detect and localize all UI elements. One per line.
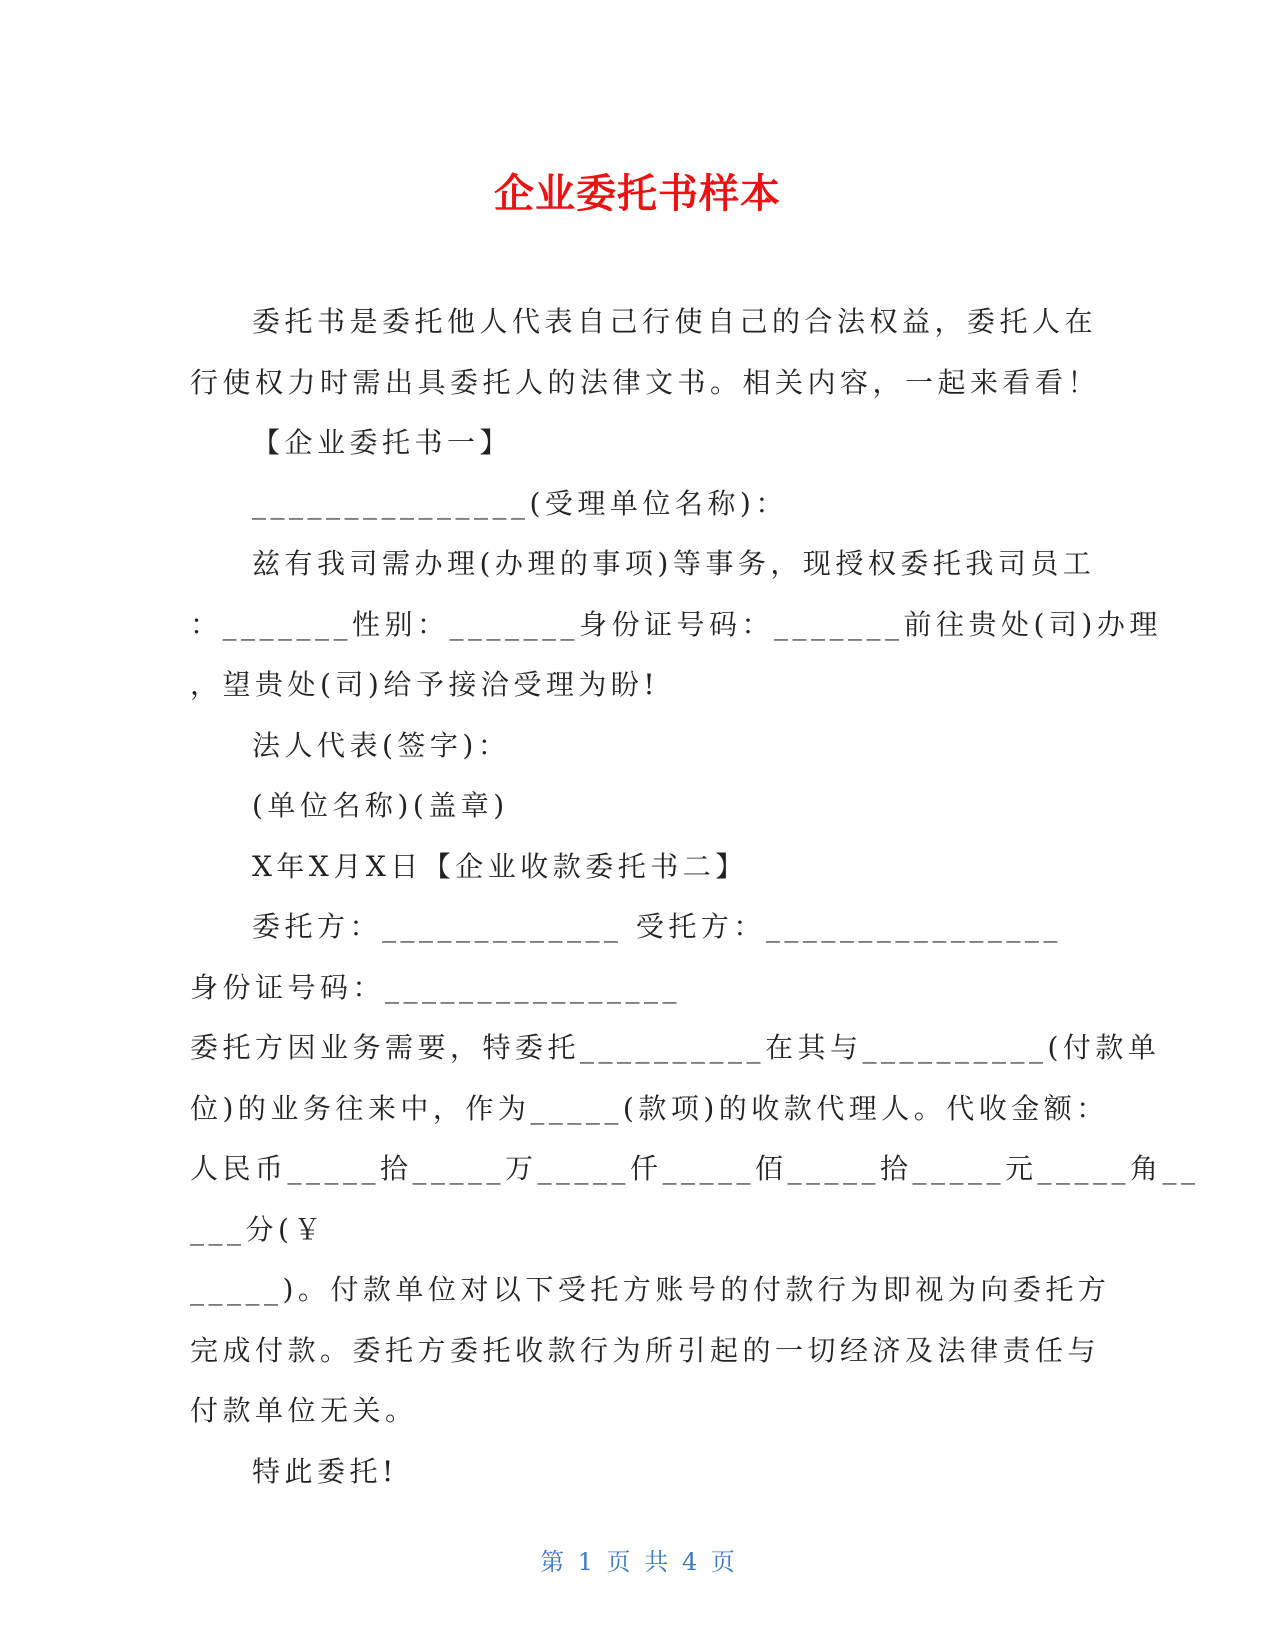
- paragraph-line: 人民币_____拾_____万_____仟_____佰_____拾_____元_____角__: [190, 1152, 1200, 1185]
- document-title: 企业委托书样本: [494, 171, 781, 217]
- paragraph-line: _____)。付款单位对以下受托方账号的付款行为即视为向委托方: [190, 1273, 1111, 1306]
- paragraph-line: 特此委托!: [252, 1454, 398, 1488]
- paragraph-line: 身份证号码：________________: [190, 970, 682, 1004]
- paragraph-line: 完成付款。委托方委托收款行为所引起的一切经济及法律责任与: [190, 1333, 1101, 1367]
- paragraph-line: ，望贵处(司)给予接洽受理为盼!: [190, 668, 660, 701]
- paragraph-line: _______________(受理单位名称)：: [252, 486, 788, 520]
- document-body: [190, 292, 1200, 1502]
- paragraph-line: 位)的业务往来中，作为_____(款项)的收款代理人。代收金额：: [190, 1091, 1109, 1125]
- paragraph-line: 兹有我司需办理(办理的事项)等事务，现授权委托我司员工: [252, 547, 1096, 580]
- paragraph-line: 委托书是委托他人代表自己行使自己的合法权益，委托人在: [252, 305, 1098, 338]
- paragraph-line: 行使权力时需出具委托人的法律文书。相关内容，一起来看看！: [190, 365, 1101, 399]
- paragraph-line: (单位名称)(盖章): [252, 789, 509, 822]
- section-heading: X年X月X日【企业收款委托书二】: [252, 849, 748, 883]
- page-number-footer: 第 1 页 共 4 页: [540, 1548, 735, 1576]
- paragraph-line: 委托方：_____________ 受托方：________________: [252, 910, 1062, 943]
- section-heading: 【企业委托书一】: [252, 426, 513, 459]
- paragraph-line: 付款单位无关。: [190, 1394, 418, 1427]
- paragraph-line: 委托方因业务需要，特委托__________在其与__________(付款单: [190, 1031, 1161, 1064]
- paragraph-line: 法人代表(签字)：: [252, 728, 511, 762]
- paragraph-line: ：_______性别：_______身份证号码：_______前往贵处(司)办理: [190, 607, 1162, 641]
- paragraph-line: ___分(￥: [190, 1212, 326, 1246]
